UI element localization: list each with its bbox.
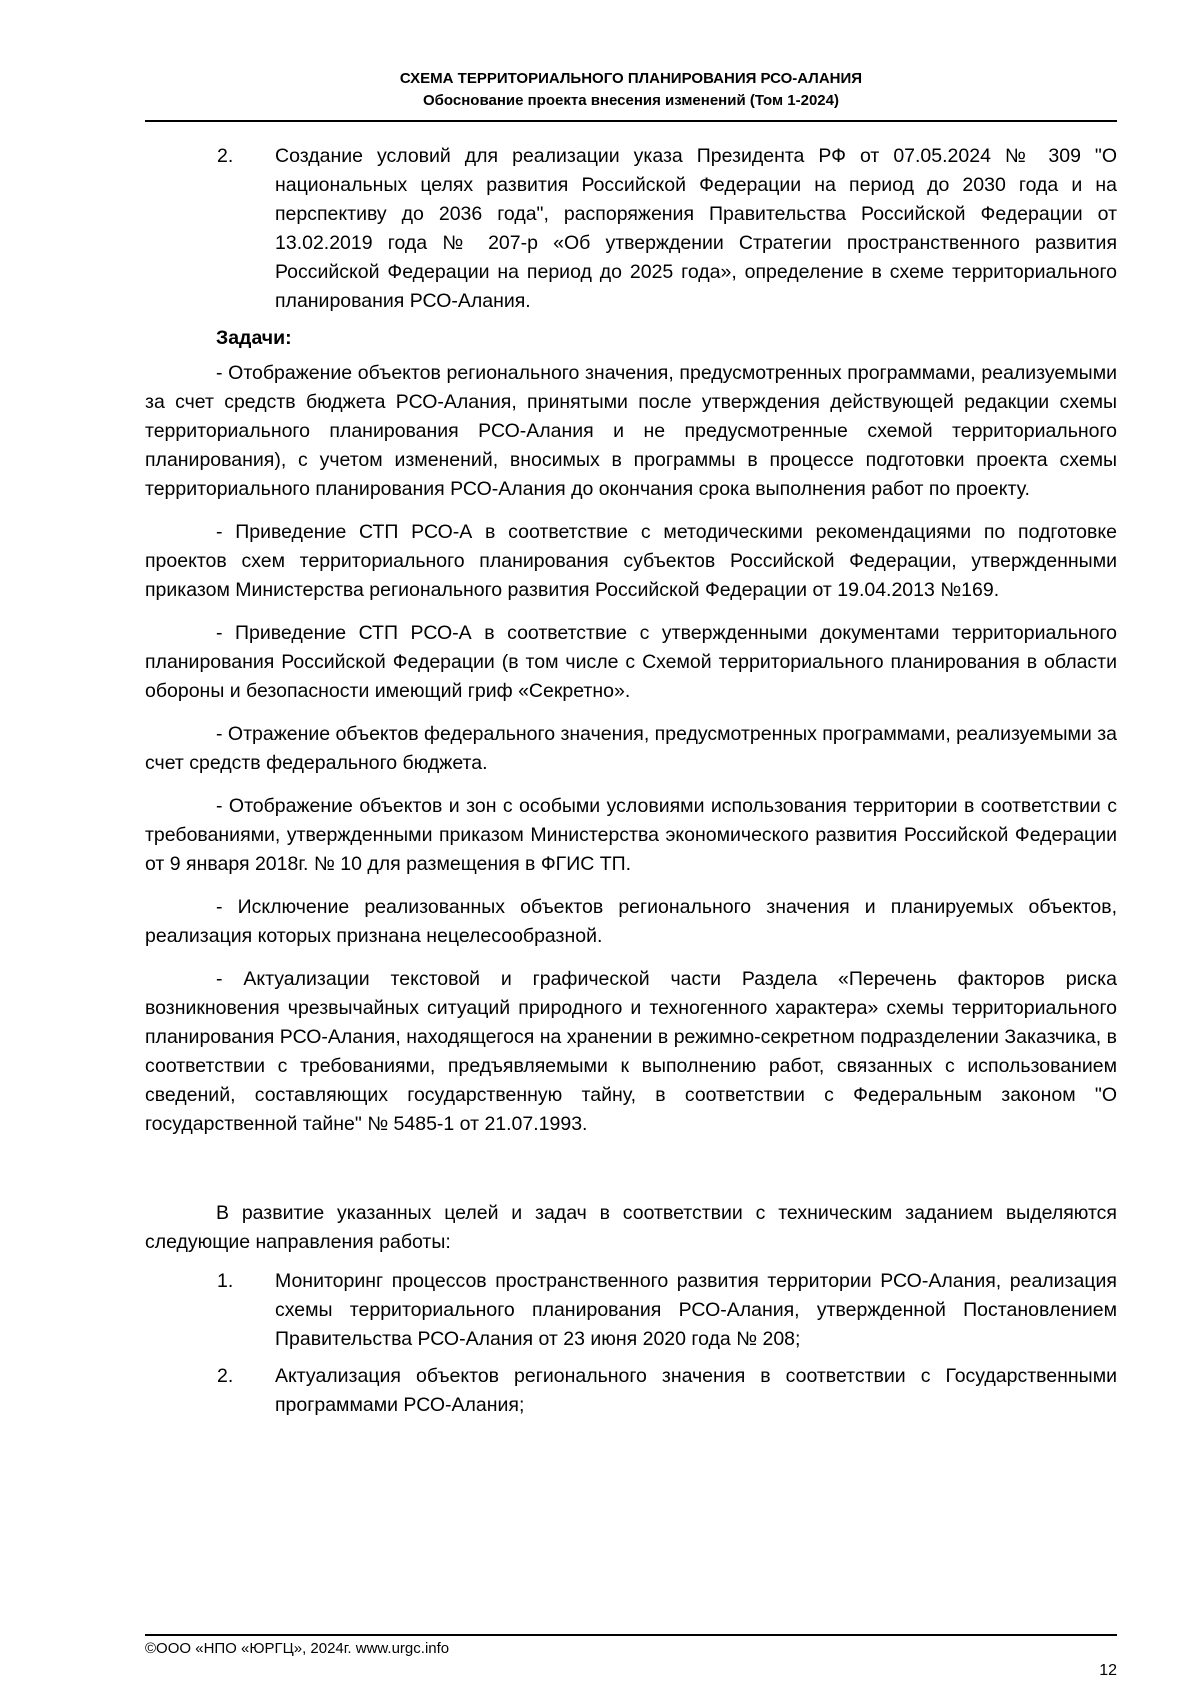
direction-number: 2. — [217, 1365, 234, 1387]
direction-item — [145, 1362, 1117, 1420]
task-paragraph: - Исключение реализованных объектов регионального значения и планируемых объектов, реализация которых признана нецелесообразной. — [145, 896, 1117, 947]
task-paragraph: - Актуализации текстовой и графической части Раздела «Перечень факторов риска возникновения чрезвычайных ситуаций природного и техногенного характера» схемы территориального планирования РСО-Алания, находящегося на хранении в режимно-секретном подразделении Заказчика, в соответствии с требованиями, предъявляемыми к выполнению работ, связанных с использованием сведений, составляющих государственную тайну, в соответствии с Федеральным законом "О государственной тайне" № 5485-1 от 21.07.1993. — [145, 968, 1117, 1135]
page-header — [145, 68, 1117, 112]
footer-divider — [145, 1634, 1117, 1636]
task-paragraph: - Приведение СТП РСО-А в соответствие с методическими рекомендациями по подготовке проектов схем территориального планирования субъектов Российской Федерации, утвержденными приказом Министерства регионального развития Российской Федерации от 19.04.2013 №169. — [145, 521, 1117, 601]
direction-number: 1. — [217, 1270, 234, 1292]
document-body — [145, 142, 1117, 1428]
task-paragraph: - Отображение объектов регионального значения, предусмотренных программами, реализуемыми за счет средств бюджета РСО-Алания, принятыми после утверждения действующей редакции схемы территориального планирования РСО-Алания и не предусмотренные схемой территориального планирования), с учетом изменений, вносимых в программы в процессе подготовки проекта схемы территориального планирования РСО-Алания до окончания срока выполнения работ по проекту. — [145, 362, 1117, 500]
directions-intro: В развитие указанных целей и задач в соответствии с техническим заданием выделяются следующие направления работы: — [145, 1202, 1117, 1253]
tasks-heading: Задачи: — [216, 327, 292, 349]
footer-copyright: ©ООО «НПО «ЮРГЦ», 2024г. www.urgc.info — [145, 1640, 450, 1657]
header-subtitle: Обоснование проекта внесения изменений (Том 1-2024) — [423, 92, 839, 109]
goal-item — [145, 142, 1117, 316]
goal-item-number: 2. — [217, 145, 234, 167]
page-number: 12 — [1099, 1662, 1117, 1679]
task-paragraph: - Отражение объектов федерального значения, предусмотренных программами, реализуемыми за счет средств федерального бюджета. — [145, 723, 1117, 774]
goal-item-text: Создание условий для реализации указа Президента РФ от 07.05.2024 № 309 "О национальных целях развития Российской Федерации на период до 2030 года и на перспективу до 2036 года", распоряжения Правительства Российской Федерации от 13.02.2019 года № 207-р «Об утверждении Стратегии пространственного развития Российской Федерации на период до 2025 года», определение в схеме территориального планирования РСО-Алания. — [275, 145, 1117, 312]
header-divider — [145, 120, 1117, 122]
task-paragraph: - Приведение СТП РСО-А в соответствие с утвержденными документами территориального планирования Российской Федерации (в том числе с Схемой территориального планирования в области обороны и безопасности имеющий гриф «Секретно». — [145, 622, 1117, 702]
direction-text: Актуализация объектов регионального значения в соответствии с Государственными программами РСО-Алания; — [275, 1365, 1117, 1416]
task-paragraph: - Отображение объектов и зон с особыми условиями использования территории в соответствии с требованиями, утвержденными приказом Министерства экономического развития Российской Федерации от 9 января 2018г. № 10 для размещения в ФГИС ТП. — [145, 795, 1117, 875]
direction-text: Мониторинг процессов пространственного развития территории РСО-Алания, реализация схемы территориального планирования РСО-Алания, утвержденной Постановлением Правительства РСО-Алания от 23 июня 2020 года № 208; — [275, 1270, 1117, 1350]
header-title: СХЕМА ТЕРРИТОРИАЛЬНОГО ПЛАНИРОВАНИЯ РСО-АЛАНИЯ — [399, 70, 863, 87]
direction-item — [145, 1267, 1117, 1354]
